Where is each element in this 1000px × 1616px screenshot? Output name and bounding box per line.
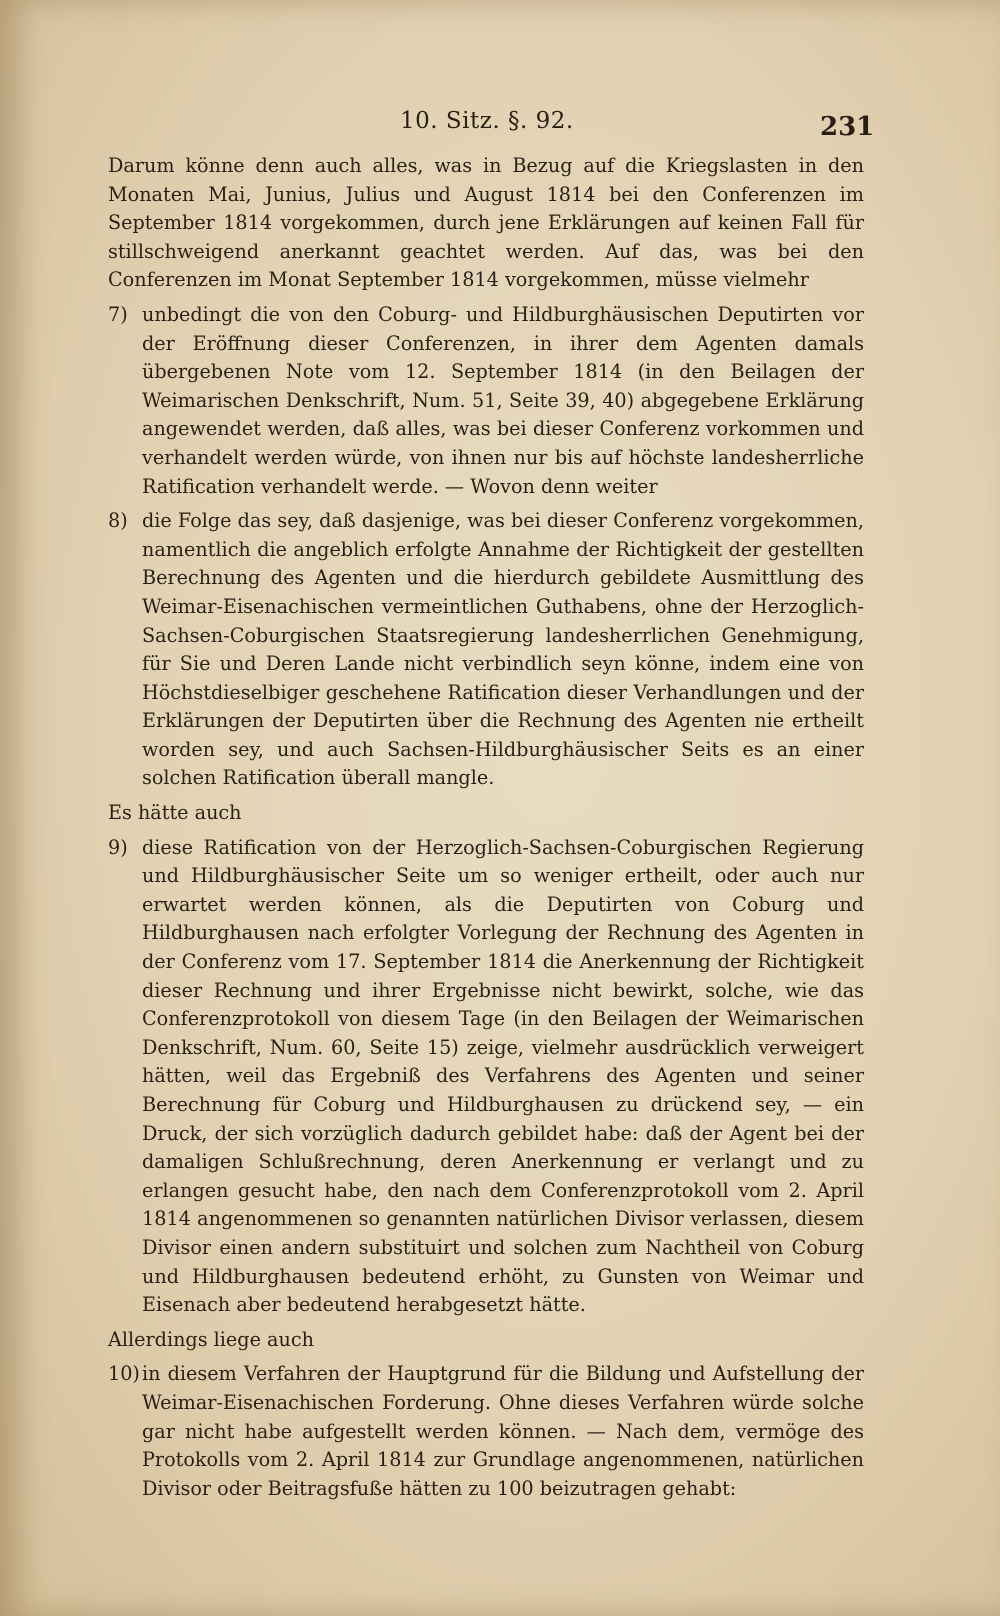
page-header (0, 108, 1000, 142)
item-text: unbedingt die von den Coburg- und Hildburghäusischen Deputirten vor der Eröffnung dieser Conferenzen, in ihrer dem Agenten damals übergebenen Note vom 12. September 1814 (in den Beilagen der Weimarischen Denkschrift, Num. 51, Seite 39, 40) abgegebene Erklärung angewendet werden, daß alles, was bei dieser Conferenz vorkommen und verhandelt werden würde, von ihnen nur bis auf höchste landesherrliche Ratification verhandelt werde. — Wovon denn weiter (142, 302, 864, 498)
item-text: in diesem Verfahren der Hauptgrund für die Bildung und Aufstellung der Weimar-Eisenachischen Forderung. Ohne dieses Verfahren würde solche gar nicht habe aufgestellt werden können. — Nach dem, vermöge des Protokolls vom 2. April 1814 zur Grundlage angenommenen, natürlichen Divisor oder Beitragsfuße hätten zu 100 beizutragen gehabt: (142, 1362, 864, 1500)
lead-line: Es hätte auch (108, 801, 242, 825)
item-number: 10) (108, 1362, 140, 1386)
item-number: 9) (108, 835, 128, 859)
intro-paragraph: Darum könne denn auch alles, was in Bezug auf die Kriegslasten in den Monaten Mai, Junius, Julius und August 1814 bei den Conferenzen im September 1814 vorgekommen, durch jene Erklärungen auf keinen Fall für stillschweigend anerkannt geachtet werden. Auf das, was bei den Conferenzen im Monat September 1814 vorgekommen, müsse vielmehr (108, 154, 864, 292)
page-number: 231 (820, 112, 875, 142)
page-body (108, 152, 864, 1509)
item-text: diese Ratification von der Herzoglich-Sachsen-Coburgischen Regierung und Hildburghäusischer Seite um so weniger ertheilt, oder auch nur erwartet werden können, als die Deputirten von Coburg und Hildburghausen nach erfolgter Vorlegung der Rechnung des Agenten in der Conferenz vom 17. September 1814 die Anerkennung der Richtigkeit dieser Rechnung und ihrer Ergebnisse nicht bewirkt, solche, wie das Conferenzprotokoll von diesem Tage (in den Beilagen der Weimarischen Denkschrift, Num. 60, Seite 15) zeige, vielmehr ausdrücklich verweigert hätten, weil das Ergebniß des Verfahrens des Agenten und seiner Berechnung für Coburg und Hildburghausen zu drückend sey, — ein Druck, der sich vorzüglich dadurch gebildet habe: daß der Agent bei der damaligen Schlußrechnung, deren Anerkennung er verlangt und zu erlangen gesucht habe, den nach dem Conferenzprotokoll vom 2. April 1814 angenommenen so genannten natürlichen Divisor verlassen, diesem Divisor einen andern substituirt und solchen zum Nachtheil von Coburg und Hildburghausen bedeutend erhöht, zu Gunsten von Weimar und Eisenach aber bedeutend herabgesetzt hätte. (142, 835, 864, 1317)
item-text: die Folge das sey, daß dasjenige, was bei dieser Conferenz vorgekommen, namentlich die angeblich erfolgte Annahme der Richtigkeit der gestellten Berechnung des Agenten und die hierdurch gebildete Ausmittlung des Weimar-Eisenachischen vermeintlichen Guthabens, ohne der Herzoglich-Sachsen-Coburgischen Staatsregierung landesherrlichen Genehmigung, für Sie und Deren Lande nicht verbindlich seyn könne, indem eine von Höchstdieselbiger geschehene Ratification dieser Verhandlungen und der Erklärungen der Deputirten über die Rechnung des Agenten nie ertheilt worden sey, und auch Sachsen-Hildburghäusischer Seits es an einer solchen Ratification überall mangle. (142, 509, 864, 790)
item-number: 8) (108, 509, 128, 533)
list-item-9 (108, 834, 864, 1320)
lead-line: Allerdings liege auch (108, 1327, 314, 1351)
list-item-7 (108, 301, 864, 501)
list-item-8 (108, 507, 864, 793)
list-item-10 (108, 1360, 864, 1503)
running-head: 10. Sitz. §. 92. (400, 108, 574, 134)
item-number: 7) (108, 302, 128, 326)
